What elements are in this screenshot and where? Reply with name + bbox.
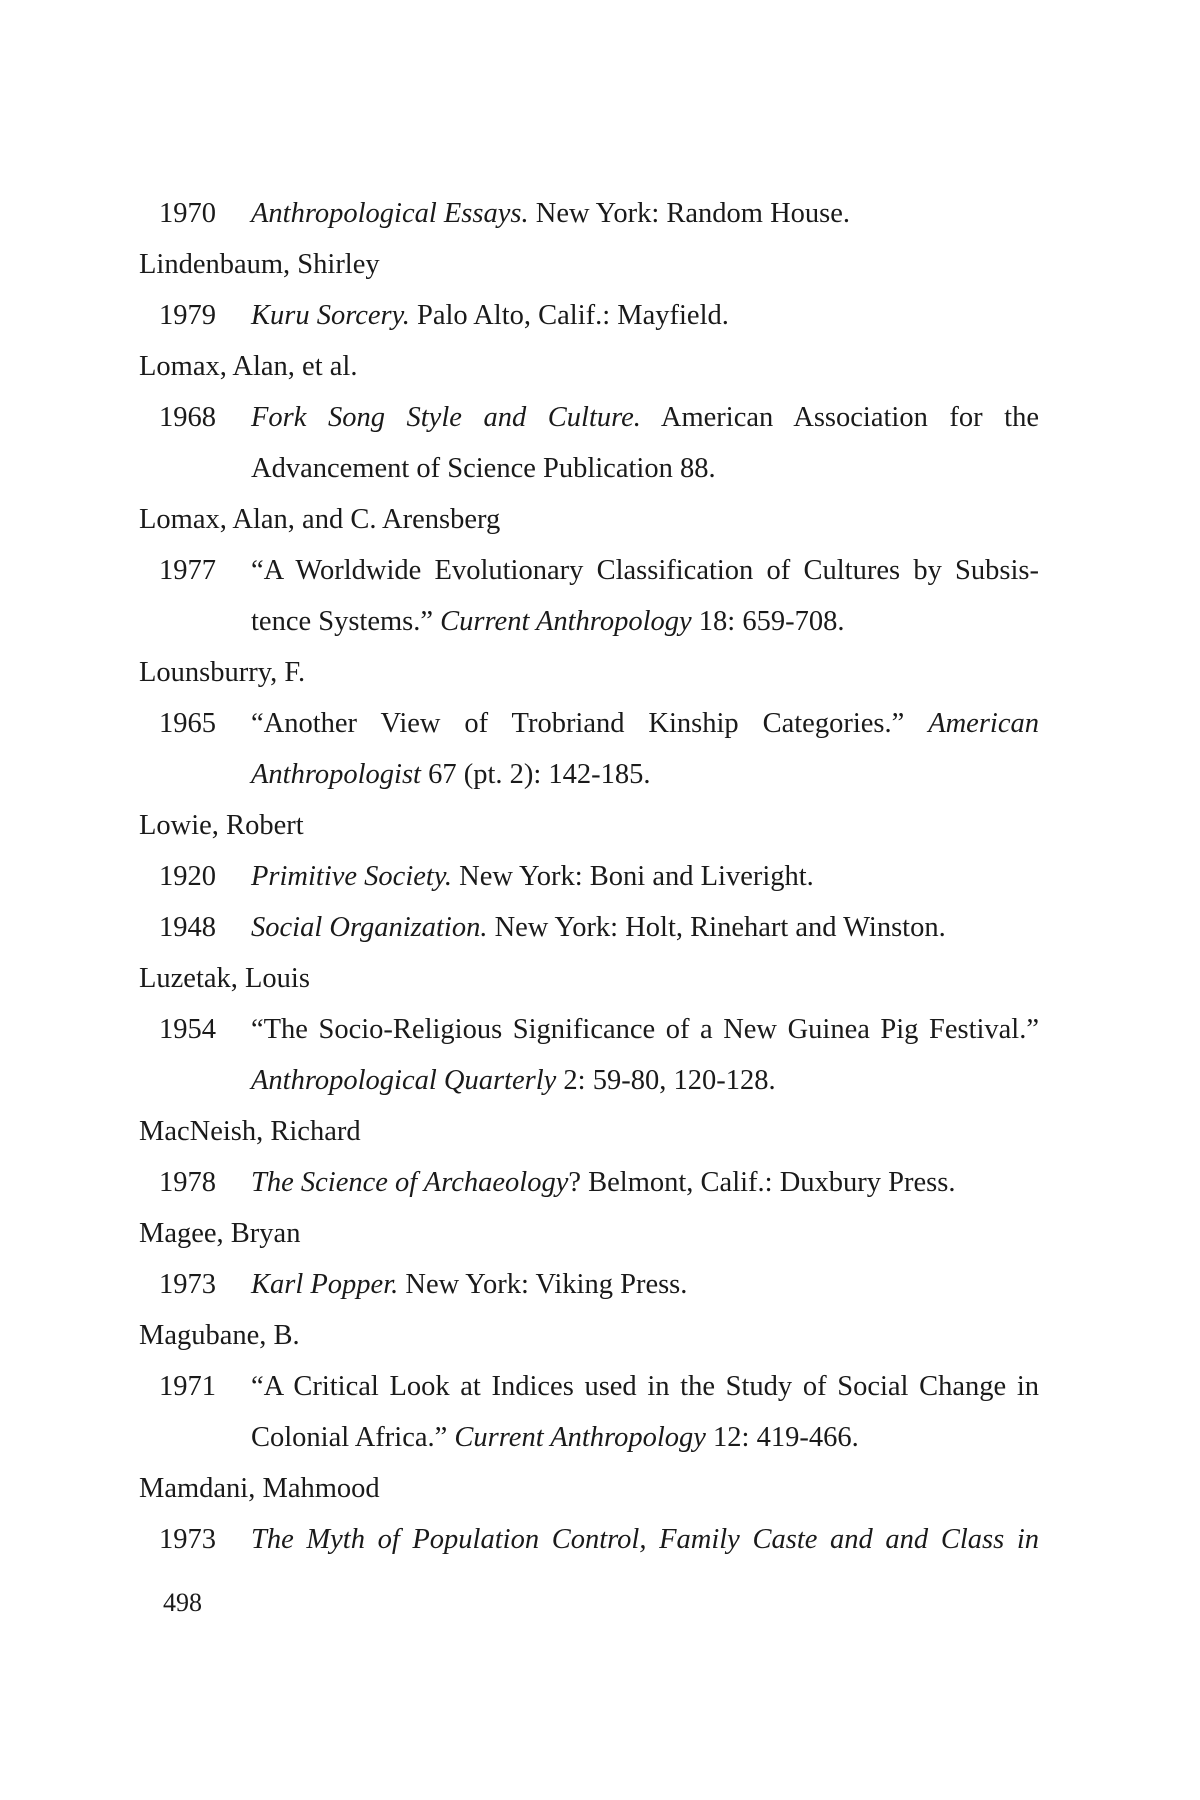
reference-entry (139, 902, 1039, 953)
reference-text (251, 1514, 1039, 1565)
italic-title: American (928, 708, 1039, 739)
reference-text (251, 188, 1039, 239)
reference-text (251, 1361, 1039, 1463)
citation-text: 18: 659-708. (691, 606, 845, 637)
reference-year: 1965 (159, 708, 216, 739)
reference-text (251, 698, 1039, 800)
reference-entry (139, 851, 1039, 902)
reference-line-first (251, 545, 1039, 596)
reference-line-continued (251, 1412, 1039, 1463)
reference-year: 1970 (159, 198, 216, 229)
reference-line-first (251, 1514, 1039, 1565)
italic-title: The Myth of Population Control, Family Caste and and Class in (251, 1524, 1039, 1555)
citation-text: 67 (pt. 2): 142-185. (420, 759, 651, 790)
author-name: Magubane, B. (139, 1320, 300, 1351)
reference-entry (139, 290, 1039, 341)
reference-entry (139, 698, 1039, 800)
citation-text: “A Critical Look at Indices used in the Study of Social Change in (251, 1371, 1039, 1402)
reference-entry (139, 545, 1039, 647)
author-name: Lindenbaum, Shirley (139, 249, 380, 280)
reference-year: 1973 (159, 1269, 216, 1300)
page-number: 498 (163, 1588, 202, 1617)
reference-entry (139, 1259, 1039, 1310)
reference-text (251, 902, 1039, 953)
reference-text (251, 1004, 1039, 1106)
italic-title: Anthropologist (251, 759, 421, 790)
citation-text: ? Belmont, Calif.: Duxbury Press. (568, 1167, 956, 1198)
author-name: MacNeish, Richard (139, 1116, 361, 1147)
reference-line-first (251, 698, 1039, 749)
citation-text: New York: Random House. (528, 198, 851, 229)
reference-entry (139, 1157, 1039, 1208)
italic-title: Anthropological Quarterly (251, 1065, 557, 1096)
citation-text: New York: Boni and Liveright. (452, 861, 814, 892)
reference-entry (139, 1514, 1039, 1565)
citation-text: New York: Viking Press. (398, 1269, 688, 1300)
citation-text: “A Worldwide Evolutionary Classification of Cultures by Subsis- (251, 555, 1039, 586)
citation-text: “Another View of Trobriand Kinship Categories.” (251, 708, 929, 739)
author-name: Luzetak, Louis (139, 963, 310, 994)
reference-year: 1979 (159, 300, 216, 331)
citation-text: 12: 419-466. (705, 1422, 859, 1453)
reference-text (251, 1157, 1039, 1208)
reference-text (251, 851, 1039, 902)
citation-text: New York: Holt, Rinehart and Winston. (487, 912, 946, 943)
author-name: Lounsburry, F. (139, 657, 306, 688)
reference-text (251, 1259, 1039, 1310)
italic-title: Fork Song Style and Culture. (251, 402, 641, 433)
reference-text (251, 545, 1039, 647)
reference-line-continued (251, 596, 1039, 647)
reference-year: 1978 (159, 1167, 216, 1198)
reference-year: 1968 (159, 402, 216, 433)
reference-year: 1977 (159, 555, 216, 586)
reference-year: 1971 (159, 1371, 216, 1402)
reference-entry (139, 392, 1039, 494)
citation-text: 2: 59-80, 120-128. (556, 1065, 776, 1096)
italic-title: Social Organization. (251, 912, 488, 943)
reference-year: 1920 (159, 861, 216, 892)
reference-entry (139, 1361, 1039, 1463)
author-name: Magee, Bryan (139, 1218, 301, 1249)
italic-title: Current Anthropology (440, 606, 692, 637)
bibliography-list (139, 188, 1039, 1565)
author-name: Mamdani, Mahmood (139, 1473, 380, 1504)
citation-text: Palo Alto, Calif.: Mayfield. (409, 300, 729, 331)
reference-entry (139, 188, 1039, 239)
italic-title: Karl Popper. (251, 1269, 399, 1300)
author-name: Lowie, Robert (139, 810, 304, 841)
reference-year: 1954 (159, 1014, 216, 1045)
reference-line-continued (251, 749, 1039, 800)
author-name: Lomax, Alan, and C. Arensberg (139, 504, 501, 535)
reference-entry (139, 1004, 1039, 1106)
reference-line-first (251, 1361, 1039, 1412)
reference-line-first (251, 392, 1039, 443)
italic-title: Primitive Society. (251, 861, 453, 892)
citation-text: “The Socio-Religious Significance of a New Guinea Pig Festival.” (251, 1014, 1039, 1045)
reference-year: 1973 (159, 1524, 216, 1555)
italic-title: The Science of Archaeology (251, 1167, 569, 1198)
reference-year: 1948 (159, 912, 216, 943)
reference-line-continued (251, 1055, 1039, 1106)
citation-text: Advancement of Science Publication 88. (251, 453, 716, 484)
citation-text: American Association for the (640, 402, 1039, 433)
reference-text (251, 290, 1039, 341)
reference-text (251, 392, 1039, 494)
author-name: Lomax, Alan, et al. (139, 351, 358, 382)
reference-line-continued (251, 443, 1039, 494)
citation-text: tence Systems.” (251, 606, 441, 637)
citation-text: Colonial Africa.” (251, 1422, 455, 1453)
reference-line-first (251, 1004, 1039, 1055)
italic-title: Anthropological Essays. (251, 198, 529, 229)
italic-title: Kuru Sorcery. (251, 300, 410, 331)
italic-title: Current Anthropology (454, 1422, 706, 1453)
